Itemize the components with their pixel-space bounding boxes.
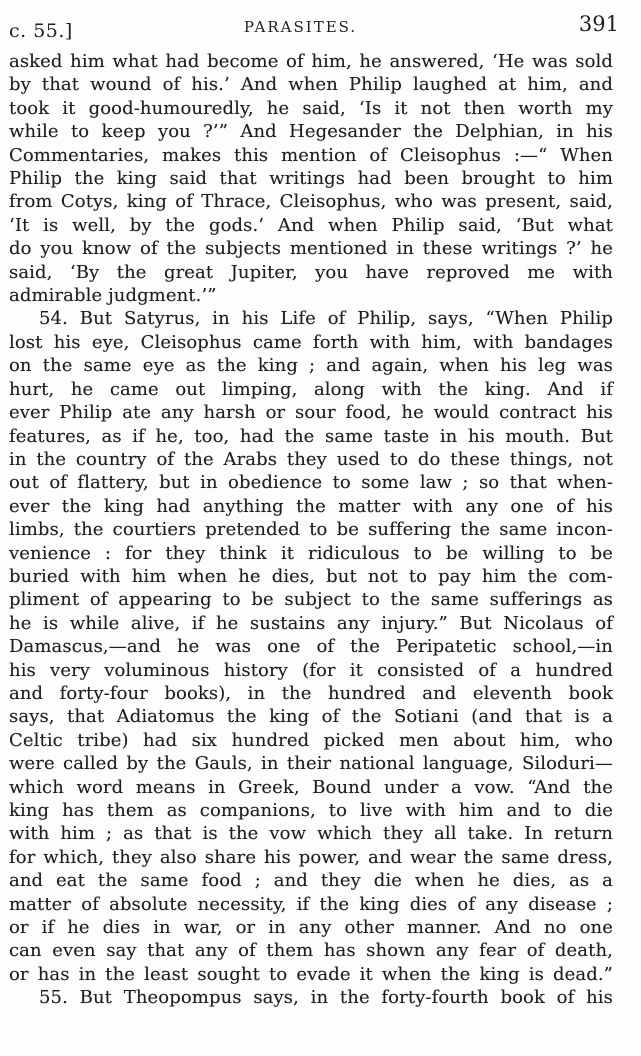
- text-line: limbs, the courtiers pretended to be suffering the same incon-: [9, 519, 613, 541]
- text-line: were called by the Gauls, in their national language, Siloduri—: [9, 753, 613, 775]
- paragraph: [9, 50, 613, 307]
- text-line: and eat the same food ; and they die when he dies, as a: [9, 870, 613, 892]
- text-line: ever the king had anything the matter with any one of his: [9, 495, 613, 517]
- running-title: PARASITES.: [243, 18, 358, 36]
- text-line: ‘It is well, by the gods.’ And when Philip said, ‘But what: [9, 214, 613, 236]
- text-line: said, ‘By the great Jupiter, you have reproved me with: [9, 261, 613, 283]
- text-line: venience : for they think it ridiculous to be willing to be: [9, 542, 613, 564]
- text-line: his very voluminous history (for it consisted of a hundred: [9, 659, 613, 681]
- text-line: admirable judgment.’”: [9, 285, 217, 307]
- text-line: Celtic tribe) had six hundred picked men about him, who: [9, 729, 613, 751]
- text-line: Damascus,—and he was one of the Peripatetic school,—in: [9, 636, 613, 658]
- text-line: hurt, he came out limping, along with the king. And if: [9, 378, 613, 400]
- text-line: and forty-four books), in the hundred and eleventh book: [9, 682, 613, 704]
- text-line: features, as if he, too, had the same taste in his mouth. But: [9, 425, 613, 447]
- text-line: on the same eye as the king ; and again, when his leg was: [9, 355, 613, 377]
- text-line: Commentaries, makes this mention of Cleisophus :—“ When: [9, 144, 613, 166]
- text-line: Philip the king said that writings had been brought to him: [9, 168, 613, 190]
- paragraph: [9, 307, 613, 986]
- page-body: [9, 50, 613, 1010]
- text-line: 54. But Satyrus, in his Life of Philip, says, “When Philip: [39, 308, 613, 330]
- text-line: by that wound of his.’ And when Philip laughed at him, and: [9, 74, 613, 96]
- text-line: with him ; as that is the vow which they all take. In return: [9, 823, 613, 845]
- text-line: matter of absolute necessity, if the king dies of any disease ;: [9, 893, 613, 915]
- text-line: king has them as companions, to live with him and to die: [9, 800, 613, 821]
- text-line: from Cotys, king of Thrace, Cleisophus, who was present, said,: [9, 191, 613, 213]
- text-line: or has in the least sought to evade it when the king is dead.”: [9, 963, 613, 985]
- text-line: do you know of the subjects mentioned in these writings ?’ he: [9, 238, 613, 260]
- text-line: pliment of appearing to be subject to the same sufferings as: [9, 589, 613, 611]
- paragraph: [9, 986, 613, 1009]
- text-line: which word means in Greek, Bound under a vow. “And the: [9, 776, 613, 798]
- text-line: for which, they also share his power, and wear the same dress,: [9, 846, 613, 868]
- text-line: can even say that any of them has shown any fear of death,: [9, 940, 613, 962]
- text-line: ever Philip ate any harsh or sour food, he would contract his: [9, 402, 613, 424]
- text-line: he is while alive, if he sustains any injury.” But Nicolaus of: [9, 612, 613, 634]
- text-line: says, that Adiatomus the king of the Sotiani (and that is a: [9, 706, 613, 728]
- page-header: [0, 12, 641, 46]
- text-line: while to keep you ?’” And Hegesander the Delphian, in his: [9, 121, 613, 143]
- text-line: buried with him when he dies, but not to pay him the com-: [9, 565, 613, 587]
- text-line: in the country of the Arabs they used to do these things, not: [9, 448, 613, 470]
- text-line: or if he dies in war, or in any other manner. And no one: [9, 917, 613, 939]
- text-line: 55. But Theopompus says, in the forty-fourth book of his: [39, 987, 613, 1009]
- text-line: asked him what had become of him, he answered, ‘He was sold: [9, 51, 613, 72]
- chapter-marker: c. 55.]: [9, 20, 73, 42]
- text-line: lost his eye, Cleisophus came forth with him, with bandages: [9, 331, 613, 353]
- text-line: out of flattery, but in obedience to some law ; so that when-: [9, 472, 613, 494]
- page-number: 391: [578, 12, 619, 36]
- text-line: took it good-humouredly, he said, ‘Is it not then worth my: [9, 97, 613, 119]
